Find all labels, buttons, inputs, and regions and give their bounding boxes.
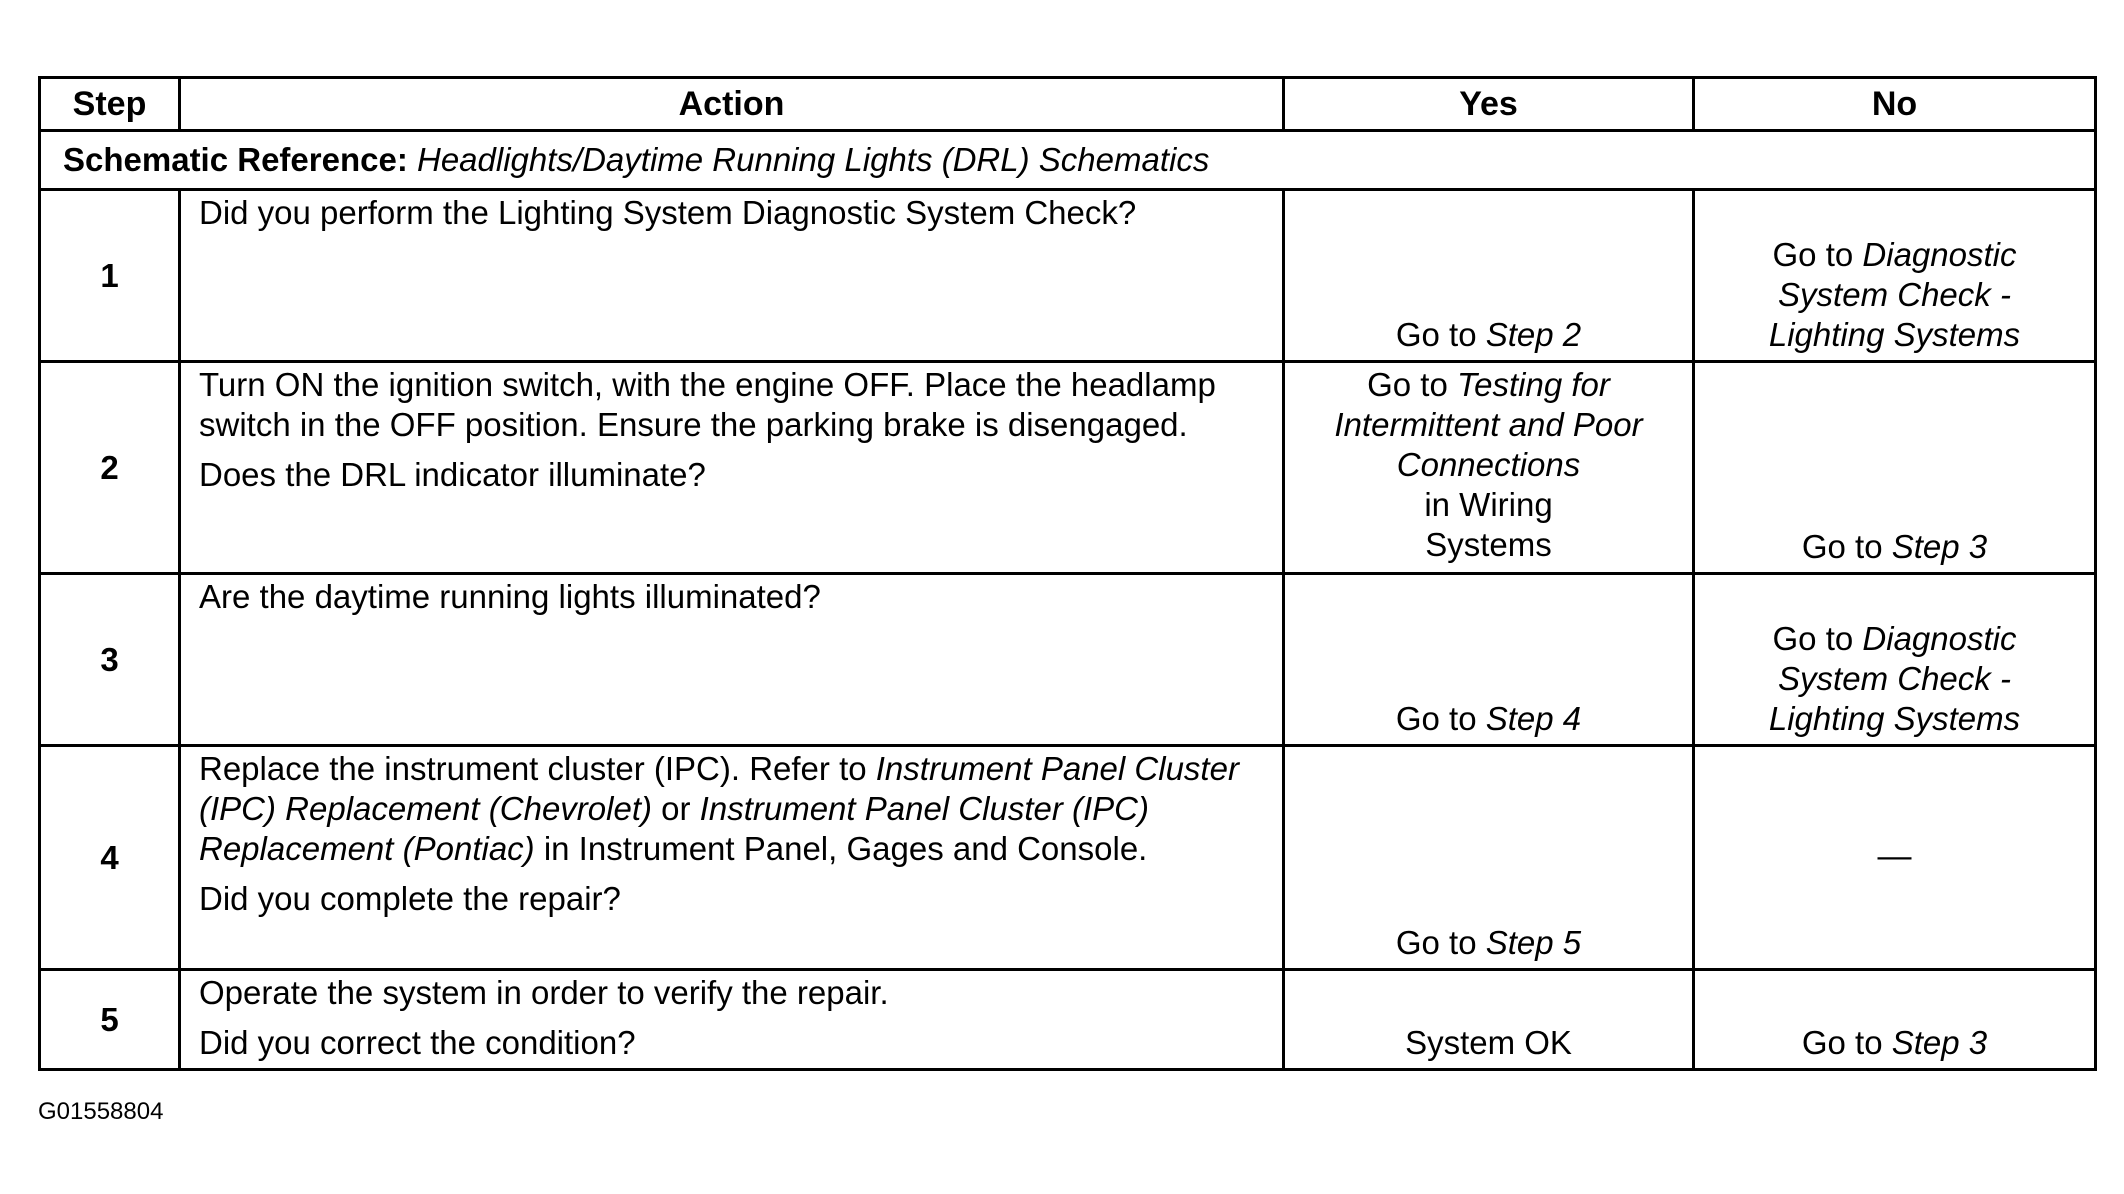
yes-prefix: Go to [1395,700,1486,737]
header-action: Action [180,78,1284,131]
schematic-reference [40,131,2096,190]
ipc-pontiac-link[interactable]: Instrument Panel Cluster (IPC) Replacement (Pontiac) [199,790,1149,867]
yes-link[interactable]: Testing for Intermittent and Poor Connections [1334,366,1643,483]
yes-cell [1284,574,1694,746]
header-step: Step [40,78,180,131]
action-cell [180,190,1284,362]
schematic-reference-row [40,131,2096,190]
no-dash: — [1877,837,1912,875]
no-cell [1694,746,2096,970]
step-number: 1 [40,190,180,362]
no-link[interactable]: Diagnostic System Check - Lighting Systems [1768,236,2021,353]
table-row [40,574,2096,746]
step-number: 4 [40,746,180,970]
figure-id: G01558804 [38,1098,164,1125]
yes-cell [1284,970,1694,1070]
no-link[interactable]: Diagnostic System Check - Lighting Systems [1768,620,2021,737]
action-question: Did you complete the repair? [199,880,621,917]
no-prefix: Go to [1801,528,1892,565]
table-row [40,746,2096,970]
action-cell [180,362,1284,574]
action-text-part1: Replace the instrument cluster (IPC). Refer to [199,750,876,787]
action-cell [180,970,1284,1070]
yes-cell [1284,746,1694,970]
yes-link[interactable]: Step 4 [1485,700,1582,737]
table-row [40,190,2096,362]
action-question: Did you correct the condition? [199,1024,636,1061]
no-prefix: Go to [1772,620,1863,657]
diagnostic-table-container [38,76,2094,1071]
no-link[interactable]: Step 3 [1891,528,1988,565]
diagnostic-table [38,76,2097,1071]
step-number: 3 [40,574,180,746]
step-number: 2 [40,362,180,574]
yes-cell [1284,190,1694,362]
header-yes: Yes [1284,78,1694,131]
schematic-label: Schematic Reference: [63,141,408,178]
no-prefix: Go to [1772,236,1863,273]
no-prefix: Go to [1801,1024,1892,1061]
yes-cell [1284,362,1694,574]
ipc-chevrolet-link[interactable]: Instrument Panel Cluster (IPC) Replacement (Chevrolet) [199,750,1239,827]
action-text: Operate the system in order to verify the repair. [199,974,889,1011]
step-number: 5 [40,970,180,1070]
no-cell [1694,574,2096,746]
action-text: Are the daytime running lights illuminated? [199,578,821,615]
yes-prefix: Go to [1395,316,1486,353]
action-cell [180,574,1284,746]
action-text-part3: in Instrument Panel, Gages and Console. [534,830,1148,867]
action-text [199,749,1264,869]
yes-prefix: Go to [1395,924,1486,961]
no-cell [1694,970,2096,1070]
table-row [40,970,2096,1070]
yes-link[interactable]: Step 5 [1485,924,1582,961]
action-text-part2: or [651,790,700,827]
action-question: Does the DRL indicator illuminate? [199,456,706,493]
yes-text: System OK [1405,1024,1572,1061]
action-text: Did you perform the Lighting System Diagnostic System Check? [199,194,1137,231]
table-row [40,362,2096,574]
no-cell [1694,190,2096,362]
table-header-row [40,78,2096,131]
yes-prefix: Go to [1367,366,1457,403]
schematic-link[interactable]: Headlights/Daytime Running Lights (DRL) Schematics [417,141,1210,178]
yes-suffix: in Wiring Systems [1424,486,1553,563]
no-cell [1694,362,2096,574]
action-cell [180,746,1284,970]
action-text: Turn ON the ignition switch, with the engine OFF. Place the headlamp switch in the OFF position. Ensure the parking brake is disengaged. [199,366,1216,443]
no-link[interactable]: Step 3 [1891,1024,1988,1061]
yes-link[interactable]: Step 2 [1485,316,1582,353]
header-no: No [1694,78,2096,131]
